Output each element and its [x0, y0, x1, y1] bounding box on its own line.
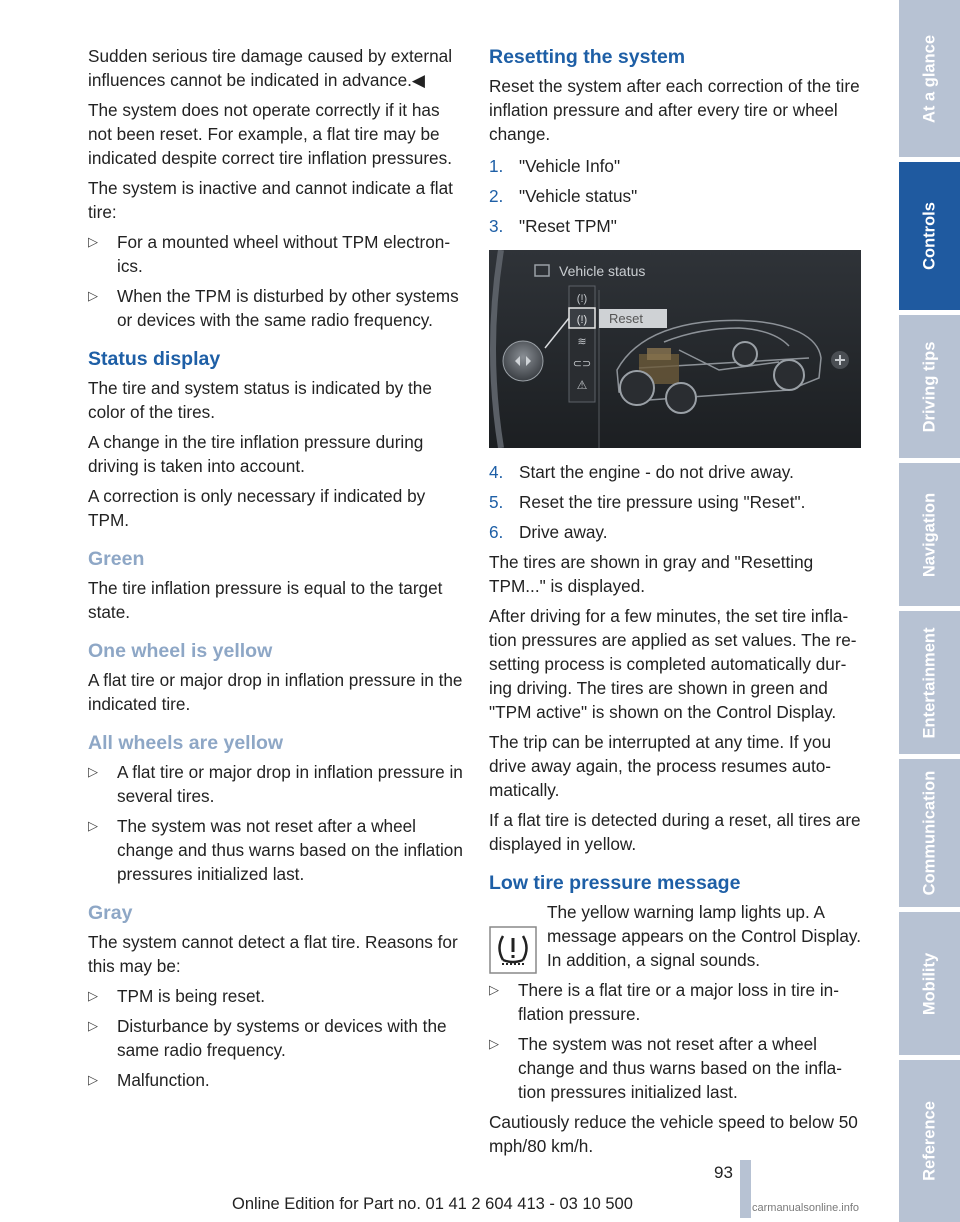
green-paragraph: The tire inflation pressure is equal to the target state. — [88, 578, 443, 622]
low-pressure-heading: Low tire pressure message — [489, 872, 741, 894]
list-item: ▷ There is a flat tire or a major loss in tire inflation pressure. — [489, 978, 863, 1026]
page-marker-bar — [740, 1160, 751, 1218]
list-item: ▷ TPM is being reset. — [88, 984, 464, 1008]
list-item — [489, 184, 863, 208]
step-number: 2. — [489, 186, 504, 206]
tab-reference[interactable] — [899, 1060, 960, 1222]
tab-label: Driving tips — [920, 341, 938, 432]
status-display-heading: Status display — [88, 348, 221, 370]
list-item — [489, 214, 863, 238]
tab-label: Controls — [920, 202, 938, 270]
resetting-heading: Resetting the system — [489, 46, 686, 68]
step-text: Start the engine - do not drive away. — [519, 462, 794, 482]
watermark: carmanualsonline.info — [752, 1202, 860, 1214]
reset-paragraph: The tires are shown in gray and "Resetting TPM..." is displayed. — [489, 552, 814, 596]
warning-lamp-text: The yellow warning lamp lights up. A message appears on the Control Display. In addition, a signal sounds. — [547, 902, 861, 970]
green-heading: Green — [88, 548, 145, 570]
tab-communication[interactable] — [899, 759, 960, 907]
warning-triangle-icon: ⚠ — [576, 378, 588, 392]
reset-steps-list — [489, 154, 863, 238]
list-item — [489, 490, 863, 514]
tab-label: Reference — [920, 1101, 938, 1181]
tab-navigation[interactable] — [899, 463, 960, 606]
list-item: ▷ When the TPM is disturbed by other systems or devices with the same radio frequency. — [88, 284, 464, 332]
oil-icon: ≋ — [577, 336, 587, 348]
tab-label: Mobility — [920, 952, 938, 1015]
intro-paragraph: Sudden serious tire damage caused by external influences cannot be indicated in advance.◀ — [88, 46, 453, 90]
inactive-list — [88, 230, 464, 332]
step-number: 4. — [489, 462, 504, 482]
tab-driving-tips[interactable] — [899, 315, 960, 458]
list-item — [489, 154, 863, 178]
tab-entertainment[interactable] — [899, 611, 960, 754]
one-wheel-yellow-heading: One wheel is yellow — [88, 640, 273, 662]
step-number: 1. — [489, 156, 504, 176]
tire-pressure-warning-icon — [489, 926, 537, 974]
step-number: 3. — [489, 216, 504, 236]
step-number: 6. — [489, 522, 504, 542]
list-item: ▷ Malfunction. — [88, 1068, 464, 1092]
all-yellow-list — [88, 760, 464, 886]
tab-mobility[interactable] — [899, 912, 960, 1055]
step-text: "Reset TPM" — [519, 216, 617, 236]
tab-at-a-glance[interactable] — [899, 0, 960, 157]
intro-paragraph: The system is inactive and cannot indicate a flat tire: — [88, 178, 453, 222]
reset-intro-paragraph: Reset the system after each correction of the tire inflation pressure and after every tire or wheel change. — [489, 76, 860, 144]
left-column — [88, 44, 464, 1098]
step-number: 5. — [489, 492, 504, 512]
all-wheels-yellow-heading: All wheels are yellow — [88, 732, 284, 754]
page-number: 93 — [714, 1163, 733, 1182]
chapter-tabs — [899, 0, 960, 1222]
gray-paragraph: The system cannot detect a flat tire. Reasons for this may be: — [88, 932, 458, 976]
tab-label: At a glance — [920, 34, 938, 123]
step-text: "Vehicle Info" — [519, 156, 621, 176]
reset-paragraph: The trip can be interrupted at any time. If you drive away again, the process resumes automatically. — [489, 732, 832, 800]
list-item: ▷ The system was not reset after a wheel change and thus warns based on the inflation pressures initialized last. — [489, 1032, 863, 1104]
list-item: ▷ The system was not reset after a wheel change and thus warns based on the inflation pressures initialized last. — [88, 814, 464, 886]
footer-text: Online Edition for Part no. 01 41 2 604 413 - 03 10 500 — [232, 1195, 633, 1213]
list-item: ▷ A flat tire or major drop in inflation pressure in several tires. — [88, 760, 464, 808]
low-pressure-list — [489, 978, 863, 1104]
speed-paragraph: Cautiously reduce the vehicle speed to below 50 mph/80 km/h. — [489, 1112, 858, 1156]
status-paragraph: The tire and system status is indicated by the color of the tires. — [88, 378, 432, 422]
screen-reset-label: Reset — [609, 311, 643, 326]
tab-label: Communication — [920, 770, 938, 896]
step-text: Drive away. — [519, 522, 608, 542]
status-paragraph: A correction is only necessary if indicated by TPM. — [88, 486, 426, 530]
step-text: "Vehicle status" — [519, 186, 638, 206]
reset-paragraph: After driving for a few minutes, the set tire inflation pressures are applied as set values. The resetting process is completed automatically during driving. The tires are shown in green and "TPM active" is shown on the Control Display. — [489, 606, 857, 722]
right-column — [489, 44, 863, 1164]
screen-title: Vehicle status — [559, 263, 646, 279]
list-item: ▷ Disturbance by systems or devices with the same radio frequency. — [88, 1014, 464, 1062]
car-icon: ⊂⊃ — [572, 358, 592, 370]
tire-warning-icon: (!) — [576, 314, 588, 326]
intro-paragraph: The system does not operate correctly if it has not been reset. For example, a flat tire may be indicated despite correct tire inflation pressures. — [88, 100, 452, 168]
warning-lamp-block — [489, 900, 863, 972]
list-item — [489, 520, 863, 544]
tab-controls[interactable] — [899, 162, 960, 310]
tire-warning-icon: (!) — [576, 293, 588, 305]
list-item — [489, 460, 863, 484]
tab-label: Entertainment — [920, 627, 938, 738]
list-item: ▷ For a mounted wheel without TPM electronics. — [88, 230, 464, 278]
step-text: Reset the tire pressure using "Reset". — [519, 492, 806, 512]
drive-steps-list — [489, 460, 863, 544]
vehicle-status-screenshot — [489, 250, 861, 448]
tab-label: Navigation — [920, 492, 938, 577]
status-paragraph: A change in the tire inflation pressure during driving is taken into account. — [88, 432, 424, 476]
reset-paragraph: If a flat tire is detected during a reset, all tires are displayed in yellow. — [489, 810, 861, 854]
gray-list — [88, 984, 464, 1092]
one-wheel-yellow-paragraph: A flat tire or major drop in inflation pressure in the indicated tire. — [88, 670, 463, 714]
gray-heading: Gray — [88, 902, 133, 924]
